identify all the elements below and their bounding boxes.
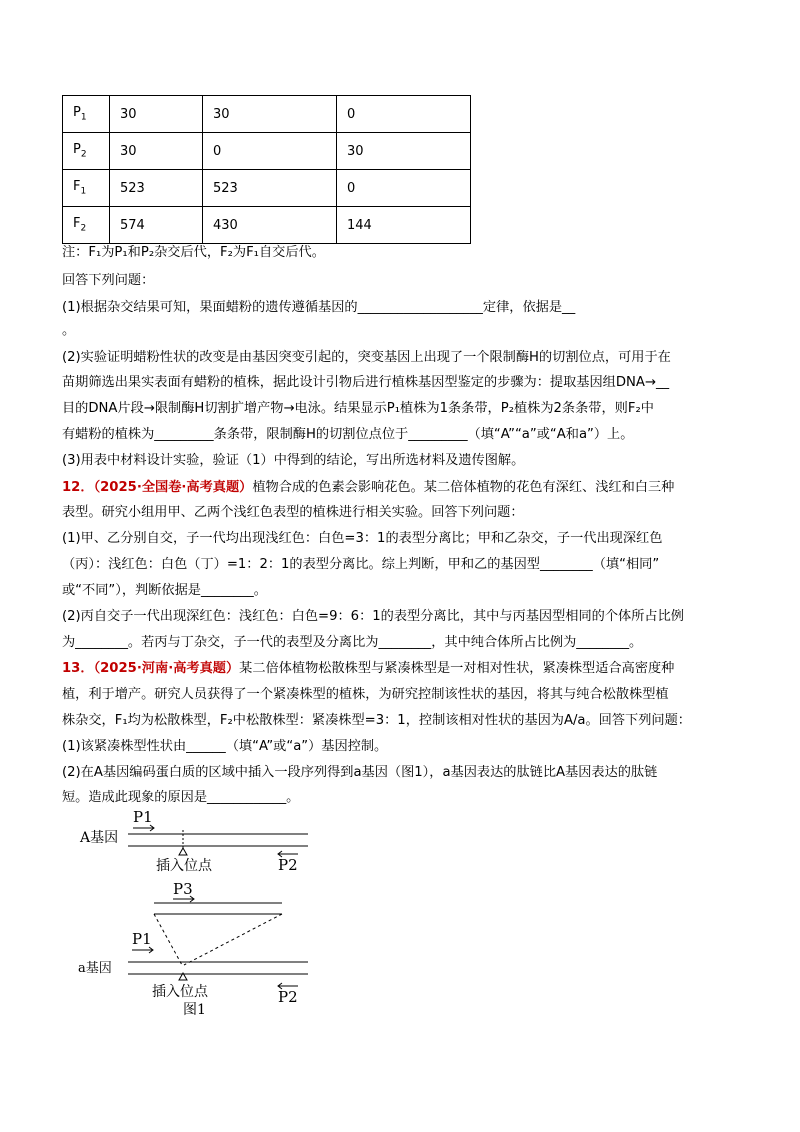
q13-stem-text: 某二倍体植物松散株型与紧凑株型是一对相对性状，紧凑株型适合高密度种	[239, 661, 675, 676]
generation-letter: P	[73, 105, 81, 121]
table-row	[63, 170, 471, 207]
generation-letter: F	[73, 216, 81, 232]
table-cell: 144	[337, 207, 471, 244]
q12-part2-l1: (2)丙自交子一代出现深红色：浅红色：白色=9：6：1的表型分离比，其中与丙基因型相同的个体所占比例	[62, 609, 684, 624]
generation-subscript: 2	[80, 223, 87, 234]
generation-cell	[63, 133, 110, 170]
table-cell: 523	[110, 170, 203, 207]
generation-cell	[63, 96, 110, 133]
q11-part1: (1)根据杂交结果可知，果面蜡粉的遗传遵循基因的___________________定律，依据是__	[62, 300, 576, 315]
table-cell: 523	[203, 170, 337, 207]
gene-figure	[70, 800, 320, 1020]
table-cell: 0	[337, 170, 471, 207]
table-cell: 0	[337, 96, 471, 133]
primer-p1-label-upper: P1	[133, 808, 153, 826]
q12-stem-l1	[62, 479, 674, 497]
generation-subscript: 2	[80, 149, 87, 160]
q12-part2-l2: 为________。若丙与丁杂交，子一代的表型及分离比为________，其中纯合体所占比例为________。	[62, 635, 643, 650]
insert-site-label-upper: 插入位点	[156, 858, 212, 874]
table-cell: 30	[203, 96, 337, 133]
q11-part2-l2: 苗期筛选出果实表面有蜡粉的植株，据此设计引物后进行植株基因型鉴定的步骤为：提取基因组DNA→__	[62, 375, 670, 390]
q13-stem-l3: 株杂交，F₁均为松散株型，F₂中松散株型：紧凑株型=3：1，控制该相对性状的基因为A/a。回答下列问题：	[62, 713, 691, 728]
generation-letter: P	[73, 142, 81, 158]
q13-stem-l1	[62, 660, 674, 678]
q11-part3: (3)用表中材料设计实验，验证（1）中得到的结论，写出所选材料及遗传图解。	[62, 453, 525, 468]
q13-label: 13．（2025·河南·高考真题）	[62, 661, 240, 676]
q12-part1-l2: （丙）：浅红色：白色（丁）=1：2：1的表型分离比。综上判断，甲和乙的基因型________（填“相同”	[62, 557, 660, 572]
q11-part2-l3: 目的DNA片段→限制酶H切割扩增产物→电泳。结果显示P₁植株为1条条带，P₂植株为2条条带，则F₂中	[62, 401, 654, 416]
generation-cell	[63, 207, 110, 244]
q13-part2-l1: (2)在A基因编码蛋白质的区域中插入一段序列得到a基因（图1），a基因表达的肽链比A基因表达的肽链	[62, 765, 658, 780]
primer-p3-label: P3	[173, 880, 193, 898]
q11-part2-l1: (2)实验证明蜡粉性状的改变是由基因突变引起的，突变基因上出现了一个限制酶H的切割位点，可用于在	[62, 350, 671, 365]
q12-label: 12．（2025·全国卷·高考真题）	[62, 480, 253, 495]
q13-part1: (1)该紧凑株型性状由______（填“A”或“a”）基因控制。	[62, 739, 388, 754]
insert-triangle-upper	[179, 848, 187, 855]
note-line: 注：F₁为P₁和P₂杂交后代，F₂为F₁自交后代。	[62, 245, 325, 260]
generation-subscript: 1	[80, 186, 87, 197]
table-cell: 0	[203, 133, 337, 170]
table-cell: 30	[337, 133, 471, 170]
q12-part1-l3: 或“不同”），判断依据是________。	[62, 583, 267, 598]
q12-part1-l1: (1)甲、乙分别自交，子一代均出现浅红色：白色=3：1的表型分离比；甲和乙杂交，子一代出现深红色	[62, 531, 663, 546]
a-upper-gene-label: A基因	[80, 830, 119, 846]
primer-p2-label-lower: P2	[278, 988, 298, 1006]
a-lower-gene-label: a基因	[78, 961, 112, 976]
table-cell: 30	[110, 133, 203, 170]
figure-caption: 图1	[183, 1002, 206, 1018]
primer-p2-label-upper: P2	[278, 856, 298, 874]
insert-guide-left	[154, 914, 182, 965]
table-row	[63, 96, 471, 133]
generation-subscript: 1	[80, 112, 87, 123]
data-table	[62, 95, 471, 244]
table-row	[63, 207, 471, 244]
table-cell: 574	[110, 207, 203, 244]
insert-guide-right	[184, 914, 282, 965]
q13-stem-l2: 植，利于增产。研究人员获得了一个紧凑株型的植株，为研究控制该性状的基因，将其与纯合松散株型植	[62, 687, 669, 702]
q11-part1-cont: 。	[62, 323, 76, 338]
generation-letter: F	[73, 179, 81, 195]
primer-p1-label-lower: P1	[132, 930, 152, 948]
table-cell: 30	[110, 96, 203, 133]
table-row	[63, 133, 471, 170]
instruction-line: 回答下列问题：	[62, 273, 155, 288]
q12-stem-text: 植物合成的色素会影响花色。某二倍体植物的花色有深红、浅红和白三种	[252, 480, 675, 495]
table-cell: 430	[203, 207, 337, 244]
insert-site-label-lower: 插入位点	[152, 984, 208, 1000]
q13-part2-l2: 短。造成此现象的原因是____________。	[62, 790, 300, 805]
q11-part2-l4: 有蜡粉的植株为_________条条带，限制酶H的切割位点位于_________（填“A”“a”或“A和a”）上。	[62, 427, 634, 442]
generation-cell	[63, 170, 110, 207]
q12-stem-l2: 表型。研究小组用甲、乙两个浅红色表型的植株进行相关实验。回答下列问题：	[62, 505, 524, 520]
